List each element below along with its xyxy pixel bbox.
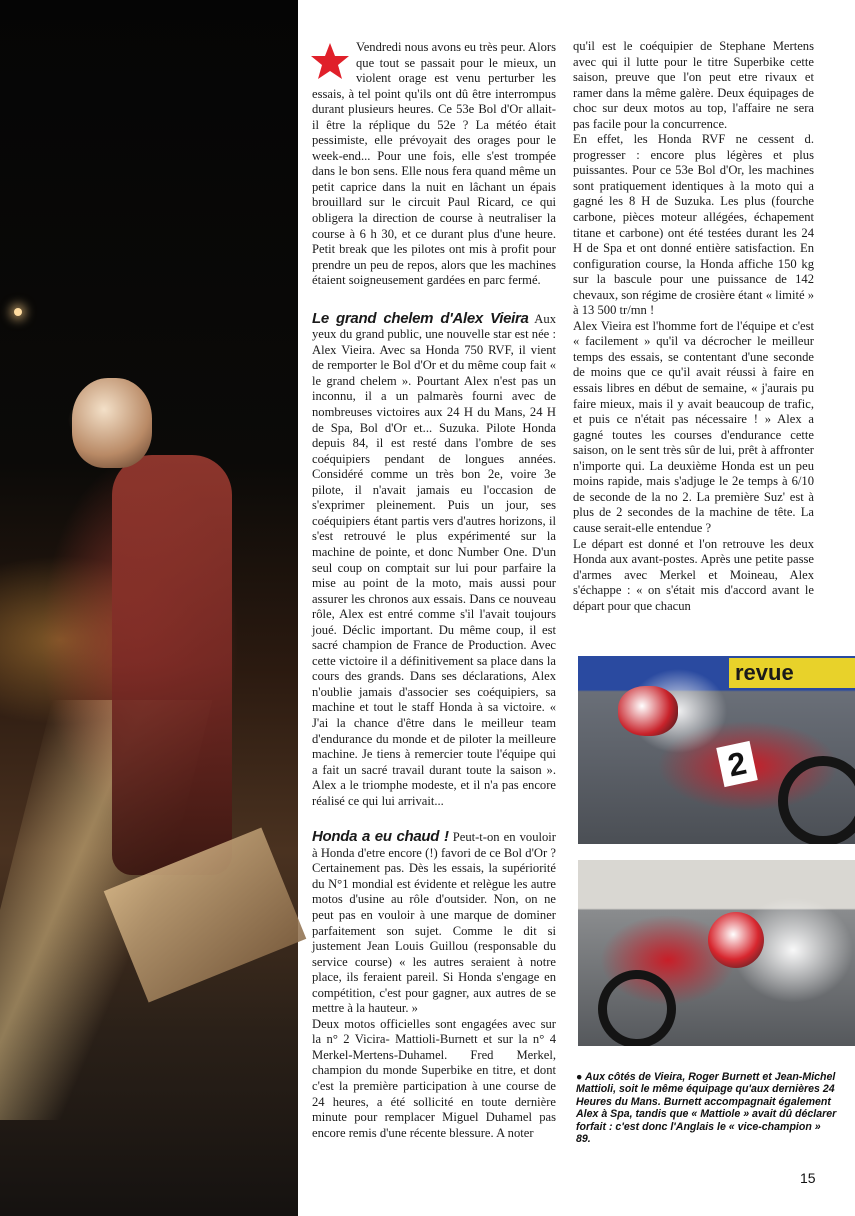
sponsor-banner: revue xyxy=(729,658,855,688)
subhead-grand-chelem: Le grand chelem d'Alex Vieira xyxy=(312,309,529,327)
paragraph-alex-vieira: Aux yeux du grand public, une nouvelle star est née : Alex Vieira. Avec sa Honda 750 RVF, il vient de remporter le Bol d'Or et du même coup fait « le grand chelem ». Pourtant Alex n'est pas un inconnu, il a un palmarès fourni avec de nombreuses victoires aux 24 H du Mans, 24 H de Spa, Bol d'Or et... Suzuka. Pilote Honda depuis 84, il est resté dans l'ombre de ses coéquipiers pendant de longues années. Considéré comme un très bon 2e, voire 3e pilote, il n'avait jamais eu l'occasion de s'exprimer pleinement. Puis un jour, ses coéquipiers étant partis vers d'autres horizons, il s'est retrouvé le plus expérimenté sur la machine de pointe, et donc Number One. D'un seul coup on comptait sur lui pour parfaire la mise au point de la moto, mais aussi pour assurer les chronos aux essais. Dans ce nouveau rôle, Alex est entré comme s'il l'avait toujours joué. Déclic important. Du même coup, il est sacré champion de France de Production. Avec cette victoire il a définitivement sa place dans la cours des grands. Dans ses déclarations, Alex n'oublie jamais d'associer ses coéquipiers, sa machine et tout le staff Honda à sa victoire. « J'ai la chance d'être dans le meilleur team d'endurance du monde et de piloter la meilleure machine. Je tiens à remercier toute l'équipe qui a fait un sacré travail durant toute la saison ». Alex a le triomphe modeste, et il n'a pas encore réalisé ce qui lui arrivait... xyxy=(312,311,556,808)
pit-light xyxy=(14,308,22,316)
section-honda-chaud xyxy=(312,829,556,1017)
paragraph-honda-chaud: Peut-t-on en vouloir à Honda d'etre encore (!) favori de ce Bol d'Or ? Certainement pas. Dès les essais, la supériorité du N°1 mondial est évidente et relègue les autre motos d'usine au rôle d'outsider. Non, on ne peut pas en vouloir à une marque de dominer parfaitement son sujet. Comme le dit si justement Jean Louis Guillou (responsable du service course) « les autres seraient à notre place, ils feraient pareil. Si Honda s'engage en compétition, c'est pour gagner, aux autres de se mettre à la hauteur. » xyxy=(312,830,556,1016)
race-photo-2 xyxy=(578,860,855,1046)
subhead-honda-chaud: Honda a eu chaud ! xyxy=(312,828,449,846)
paragraph-coequipier: qu'il est le coéquipier de Stephane Mertens avec qui il lutte pour le titre Superbike cette saison, preuve que l'on peut etre rivaux et ramer dans la même galère. Deux équipages de choc sur deux motos au top, l'affaire ne sera pas facile pour la concurrence. xyxy=(573,39,814,131)
night-pit-photo xyxy=(0,0,298,1216)
bike-wheel-1 xyxy=(778,756,855,844)
paragraph-essais: Alex Vieira est l'homme fort de l'équipe et c'est « facilement » qu'il va décrocher le meilleur temps des essais, se contentant d'une seconde de moins que ce qu'il avait réussi à faire en essais libres en début de semaine, « j'aurais pu faire mieux, mais il y avait beaucoup de trafic, et puis ce n'était pas nécessaire ! » Alex a gagné toutes les courses d'endurance cette saison, on le sent très sûr de lui, prêt à affronter n'importe qui. La deuxième Honda est un peu moins rapide, mais s'adjuge le 2e temps à 6/10 de seconde de la no 2. La première Suz' est à plus de 2 secondes de la machine de tête. La cause serait-elle entendue ? xyxy=(573,318,814,535)
rider-helmet-1 xyxy=(618,686,678,736)
paragraph-depart: Le départ est donné et l'on retrouve les deux Honda aux avant-postes. Après une petite passe d'armes avec Merkel et Moineau, Alex s'échappe : « on s'était mis d'accord avant le départ pour que chacun xyxy=(573,536,814,613)
bike-number: 2 xyxy=(716,741,758,787)
paragraph-motos-officielles: Deux motos officielles sont engagées avec sur la n° 2 Vicira- Mattioli-Burnett et sur la n° 4 Merkel-Mertens-Duhamel. Fred Merkel, champion du monde Superbike en titre, et dont c'est la première participation à une course de 24 heures, a été sollicité en toute dernière minute pour remplacer Miguel Duhamel pas encore remis d'une récente blessure. A noter xyxy=(312,1016,556,1140)
rider-helmet-2 xyxy=(708,912,764,968)
paragraph-honda-rvf: En effet, les Honda RVF ne cessent d. progresser : encore plus légères et plus puissantes. Pour ce 53e Bol d'Or, les machines sont pratiquement identiques à la moto qui a gagné les 8 H de Suzuka. Les plus (fourche carbone, pièces moteur allégées, échapement titane et carbone) ont été testées durant les 24 H de Spa et ont donné entière satisfaction. En configuration course, la Honda affiche 150 kg sur la bascule pour une puissance de 142 chevaux, son régime de crosière étant « limité » à 13 500 tr/mn ! xyxy=(573,132,814,318)
caption-text: Aux côtés de Vieira, Roger Burnett et Jean-Michel Mattioli, soit le même équipage qu'aux dernières 24 Heures du Mans. Burnett accompagnait également Alex à Spa, tandis que « Mattiole » avait dû déclarer forfait : c'est donc l'Anglais le « vice-champion » 89. xyxy=(576,1071,837,1146)
article-column-2 xyxy=(573,39,814,614)
caption-bullet: ● xyxy=(576,1071,583,1083)
article-column-1 xyxy=(312,40,556,1141)
race-photo-1 xyxy=(578,656,855,844)
star-icon xyxy=(310,42,350,82)
rider-suit xyxy=(112,455,232,875)
section-alex-vieira xyxy=(312,311,556,810)
bike-wheel-2 xyxy=(598,970,676,1046)
rider-helmet xyxy=(72,378,152,468)
page-number: 15 xyxy=(800,1170,816,1186)
photo-caption xyxy=(576,1071,838,1145)
intro-paragraph: Vendredi nous avons eu très peur. Alors que tout se passait pour le mieux, un violent orage est venu perturber les essais, à tel point qu'ils ont dû être interrompus durant plusieurs heures. Ce 53e Bol d'Or allait-il être la réplique du 52e ? La météo était pessimiste, elle prévoyait des orages pour le week-end... Pour une fois, elle s'est trompée dans le bon sens. Elle nous fera quand même un petit caprice dans la nuit en lâchant un épais brouillard sur le circuit Paul Ricard, ce qui obligera la direction de course à neutraliser la course à 6 h 30, et ce durant plus d'une heure. Petit break que les pilotes ont mis à profit pour prendre un peu de repos, alors que les machines étaient soigneusement gardées en parc fermé. xyxy=(312,40,556,288)
